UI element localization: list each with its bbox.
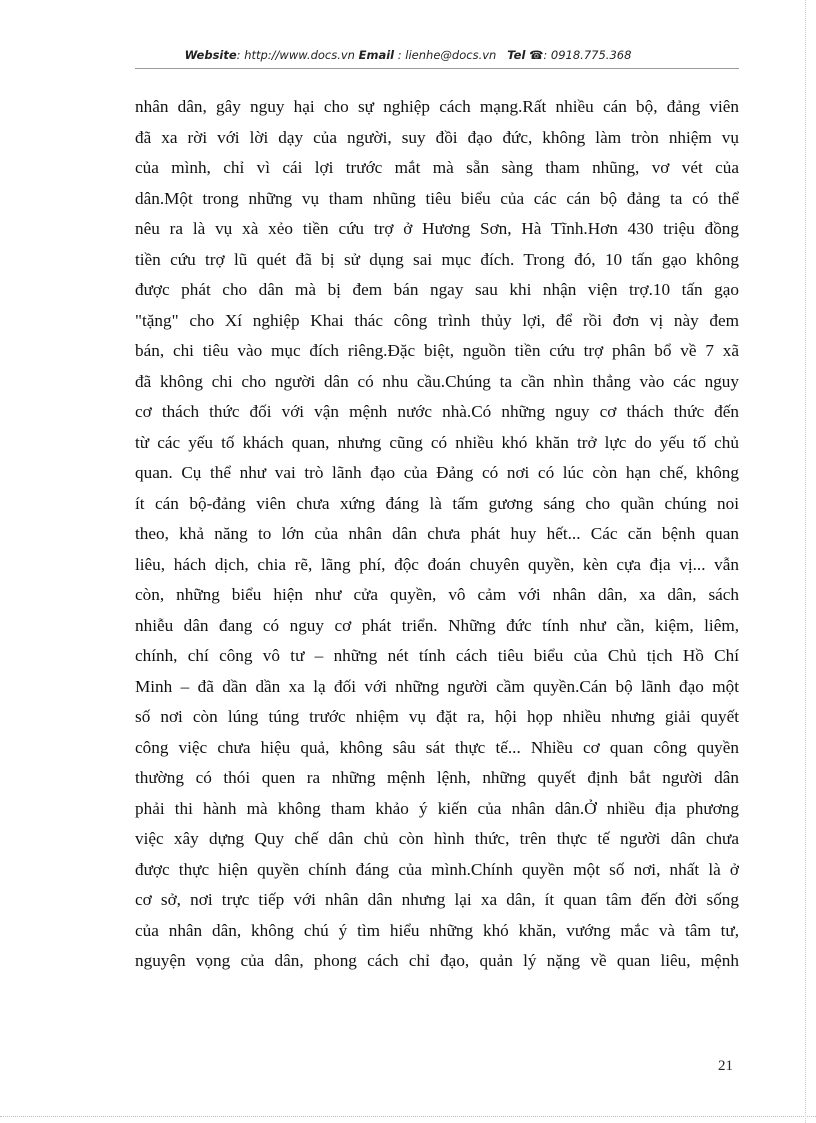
text-line: nêu ra là vụ xà xẻo tiền cứu trợ ở Hương Sơn, Hà Tĩnh.Hơn 430 triệu đồng	[135, 219, 739, 238]
text-line: cơ sở, nơi trực tiếp với nhân dân nhưng lại xa dân, ít quan tâm đến đời sống	[135, 890, 739, 909]
website-value: : http://www.docs.vn	[236, 48, 355, 62]
text-line: dân.Một trong những vụ tham nhũng tiêu biểu của các cán bộ đảng ta có thể	[135, 188, 739, 208]
text-line: liêu, hách dịch, chia rẽ, lãng phí, độc đoán chuyên quyền, kèn cựa địa vị... vẫn	[135, 554, 739, 574]
text-line: phải thi hành mà không tham khảo ý kiến của nhân dân.Ở nhiều địa phương	[135, 798, 739, 818]
text-line: bán, chi tiêu vào mục đích riêng.Đặc biệt, nguồn tiền cứu trợ phân bổ về 7 xã	[135, 341, 739, 360]
text-line: tiền cứu trợ lũ quét đã bị sử dụng sai mục đích. Trong đó, 10 tấn gạo không	[135, 249, 739, 269]
email-value: : lienhe@docs.vn	[397, 48, 497, 62]
text-line: còn, những biểu hiện như cửa quyền, vô cảm với nhân dân, xa dân, sách	[135, 585, 739, 604]
tel-value: : 0918.775.368	[543, 48, 632, 62]
text-line: ít cán bộ-đảng viên chưa xứng đáng là tấm gương sáng cho quần chúng noi	[135, 493, 739, 513]
website-label: Website	[184, 48, 237, 62]
text-line: của nhân dân, không chú ý tìm hiểu những khó khăn, vướng mắc và tâm tư,	[135, 920, 739, 940]
page-edge-divider	[805, 0, 806, 1123]
text-line: "tặng" cho Xí nghiệp Khai thác công trình thủy lợi, để rồi đơn vị này đem	[135, 310, 739, 330]
email-label: Email	[358, 48, 395, 62]
phone-icon: ☎	[529, 48, 544, 62]
text-line: Minh – đã dần dần xa lạ đối với những người cầm quyền.Cán bộ lãnh đạo một	[135, 676, 739, 696]
text-line: của mình, chỉ vì cái lợi trước mắt mà sẵn sàng tham nhũng, vơ vét của	[135, 158, 739, 177]
text-line: theo, khả năng to lớn của nhân dân chưa phát huy hết... Các căn bệnh quan	[135, 524, 739, 543]
footer-divider	[0, 1116, 816, 1117]
text-line: thường có thói quen ra những mệnh lệnh, những quyết định bắt người dân	[135, 768, 739, 787]
text-line: nhiễu dân đang có nguy cơ phát triển. Những đức tính như cần, kiệm, liêm,	[135, 615, 739, 635]
page-header	[0, 48, 816, 62]
text-line: số nơi còn lúng túng trước nhiệm vụ đặt ra, hội họp nhiều nhưng giải quyết	[135, 707, 739, 726]
text-line: chính, chí công vô tư – những nét tính cách tiêu biểu của Chủ tịch Hồ Chí	[135, 646, 739, 665]
text-line: cơ thách thức đối với vận mệnh nước nhà.Có những nguy cơ thách thức đến	[135, 402, 739, 421]
text-line: nhân dân, gây nguy hại cho sự nghiệp cách mạng.Rất nhiều cán bộ, đảng viên	[135, 97, 739, 116]
text-line: nguyện vọng của dân, phong cách chỉ đạo, quản lý nặng về quan liêu, mệnh	[135, 951, 739, 970]
text-line: công việc chưa hiệu quả, không sâu sát thực tế... Nhiều cơ quan công quyền	[135, 737, 739, 757]
text-line: đã không chi cho người dân có nhu cầu.Chúng ta cần nhìn thẳng vào các nguy	[135, 371, 739, 391]
tel-label: Tel	[507, 48, 526, 62]
text-line: được thực hiện quyền chính đáng của mình.Chính quyền một số nơi, nhất là ở	[135, 859, 739, 879]
text-line: từ các yếu tố khách quan, nhưng cũng có nhiều khó khăn trở lực do yếu tố chủ	[135, 432, 739, 452]
text-line: đã xa rời với lời dạy của người, suy đồi đạo đức, không làm tròn nhiệm vụ	[135, 127, 739, 147]
text-line: quan. Cụ thể như vai trò lãnh đạo của Đảng có nơi có lúc còn hạn chế, không	[135, 463, 739, 482]
page-number: 21	[718, 1058, 733, 1074]
text-line: được phát cho dân mà bị đem bán ngay sau khi nhận viện trợ.10 tấn gạo	[135, 280, 739, 299]
text-line: việc xây dựng Quy chế dân chủ còn hình thức, trên thực tế người dân chưa	[135, 829, 739, 848]
header-divider	[135, 68, 739, 69]
body-text	[135, 92, 739, 977]
